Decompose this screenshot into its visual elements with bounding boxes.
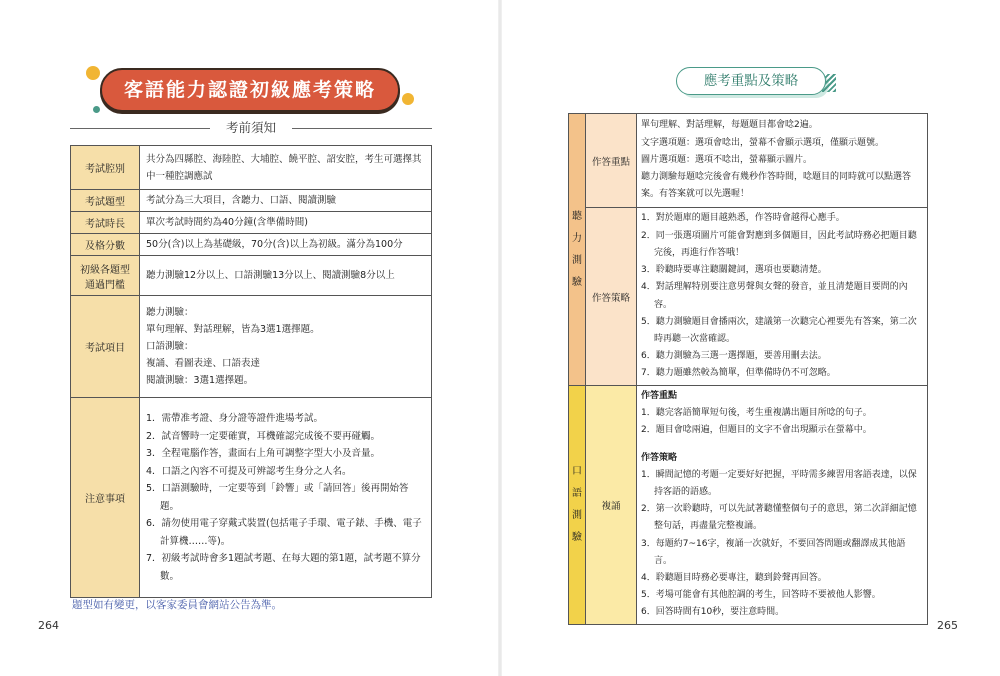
row-label <box>71 256 140 296</box>
section-head: 作答重點 <box>641 391 678 401</box>
row-value <box>637 114 928 208</box>
heading-rule <box>70 128 210 129</box>
list-item: 6．回答時間有10秒，要注意時間。 <box>641 607 785 618</box>
list-item: 5．口語測驗時，一定要等到「鈴響」或「請回答」後再開始答題。 <box>146 483 409 512</box>
list-item: 4．對話理解特別要注意男聲與女聲的發音，並且清楚題目要問的內容。 <box>641 282 908 310</box>
text-line: 單句理解、對話理解，每題題目都會唸2遍。 <box>641 120 818 131</box>
decor-dot-yellow <box>86 66 100 80</box>
table-row <box>569 386 928 625</box>
list-item: 2．同一張選項圖片可能會對應到多個題目，因此考試時務必把題目聽完後，再進行作答哦！ <box>641 230 917 258</box>
row-value <box>140 398 432 598</box>
page-title-banner: 客語能力認證初級應考策略 <box>100 68 400 112</box>
row-value <box>637 208 928 386</box>
row-label: 考試題型 <box>71 190 140 212</box>
exam-info-table <box>70 145 432 598</box>
list-item: 1．對於題庫的題目越熟悉，作答時會越得心應手。 <box>641 213 845 224</box>
items-line: 單句理解、對話理解，皆為3選1選擇題。 <box>146 324 320 335</box>
list-item: 4．聆聽題目時務必要專注，聽到鈴聲再回答。 <box>641 573 827 584</box>
list-item: 6．聽力測驗為三選一選擇題，要善用刪去法。 <box>641 351 827 362</box>
notice-list <box>146 410 425 585</box>
list-item: 2．試音響時一定要確實，耳機確認完成後不要再碰觸。 <box>146 430 381 442</box>
list-item: 5．聽力測驗題目會播兩次，建議第一次聽完心裡要先有答案，第二次時再聽一次當確認。 <box>641 316 917 344</box>
row-value: 共分為四縣腔、海陸腔、大埔腔、饒平腔、詔安腔，考生可選擇其中一種腔調應試 <box>140 146 432 190</box>
footnote: 題型如有變更，以客家委員會網站公告為準。 <box>72 599 282 611</box>
items-line: 口語測驗： <box>146 341 194 352</box>
list-item: 3．每題約7~16字，複誦一次就好，不要回答問題或翻譯成其他語言。 <box>641 538 906 566</box>
text-line: 聽力測驗每題唸完後會有幾秒作答時間，唸題目的同時就可以點選答案。有答案就可以先選喔！ <box>641 172 912 200</box>
sub-label: 作答策略 <box>586 208 637 386</box>
text-line: 圖片選項題：選項不唸出，螢幕顯示圖片。 <box>641 154 813 165</box>
strategy-list <box>641 467 923 622</box>
section-heading <box>70 118 432 138</box>
section-title: 考前須知 <box>225 120 276 135</box>
list-item: 2．題目會唸兩遍，但題目的文字不會出現顯示在螢幕中。 <box>641 425 872 436</box>
table-row <box>71 146 432 190</box>
list-item: 7．初級考試時會多1題試考題、在每大題的第1題，試考題不算分數。 <box>146 553 421 582</box>
strategy-table <box>568 113 928 625</box>
row-label-line: 初級各題型 <box>80 264 130 276</box>
right-page <box>500 0 1000 676</box>
list-item: 4．口語之內容不可提及可辨認考生身分之人名。 <box>146 465 352 477</box>
page-number: 264 <box>38 619 59 632</box>
items-line: 聽力測驗： <box>146 307 194 318</box>
text-line: 文字選項題：選項會唸出，螢幕不會顯示選項，僅顯示題號。 <box>641 137 885 148</box>
items-line: 閱讀測驗：3選1選擇題。 <box>146 375 254 386</box>
row-label: 考試腔別 <box>71 146 140 190</box>
list-item: 3．聆聽時要專注聽關鍵詞，選項也要聽清楚。 <box>641 265 827 276</box>
page-number: 265 <box>937 619 958 632</box>
table-row <box>71 190 432 212</box>
list-item: 1．瞬間記憶的考題一定要好好把握，平時需多練習用客語表達，以保持客語的語感。 <box>641 469 917 498</box>
row-value <box>637 386 928 625</box>
list-item: 1．需帶准考證、身分證等證件進場考試。 <box>146 413 324 424</box>
row-value: 聽力測驗12分以上、口語測驗13分以上、閱讀測驗8分以上 <box>140 256 432 296</box>
table-row <box>71 398 432 598</box>
row-label: 考試時長 <box>71 212 140 234</box>
sub-label: 複誦 <box>586 386 637 625</box>
table-row <box>71 296 432 398</box>
section-head: 作答策略 <box>641 452 678 463</box>
row-label: 注意事項 <box>71 398 140 598</box>
items-line: 複誦、看圖表達、口語表達 <box>146 358 261 369</box>
list-item: 2．第一次聆聽時，可以先試著聽懂整個句子的意思，第二次詳細記憶整句話，再盡量完整複誦。 <box>641 504 917 532</box>
list-item: 6．請勿使用電子穿戴式裝置(包括電子手環、電子錶、手機、電子計算機……等)。 <box>146 518 422 547</box>
list-item: 3．全程電腦作答，畫面右上角可調整字型大小及音量。 <box>146 448 381 459</box>
row-value: 50分(含)以上為基礎級，70分(含)以上為初級。滿分為100分 <box>140 234 432 256</box>
category-oral <box>569 386 586 625</box>
points-list <box>641 405 923 439</box>
heading-rule <box>292 128 432 129</box>
strategy-list <box>641 210 923 382</box>
list-item: 5．考場可能會有其他腔調的考生，回答時不要被他人影響。 <box>641 590 881 601</box>
decor-dot-yellow <box>402 93 414 105</box>
row-value: 單次考試時間約為40分鐘(含準備時間) <box>140 212 432 234</box>
category-label: 口 語 測 驗 <box>572 465 582 543</box>
row-label: 及格分數 <box>71 234 140 256</box>
row-label-line: 通過門檻 <box>85 279 125 291</box>
table-row <box>71 256 432 296</box>
category-label: 聽 力 測 驗 <box>572 210 582 288</box>
list-item: 7．聽力題雖然較為簡單，但準備時仍不可忽略。 <box>641 368 836 379</box>
category-listening <box>569 114 586 386</box>
row-label: 考試項目 <box>71 296 140 398</box>
page-title-pill: 應考重點及策略 <box>676 67 826 95</box>
row-value: 考試分為三大項目，含聽力、口語、閱讀測驗 <box>140 190 432 212</box>
list-item: 1．聽完客語簡單短句後，考生重複講出題目所唸的句子。 <box>641 408 872 419</box>
table-row <box>569 208 928 386</box>
table-row <box>71 234 432 256</box>
table-row <box>71 212 432 234</box>
decor-dot-teal <box>93 106 100 113</box>
sub-label: 作答重點 <box>586 114 637 208</box>
row-value <box>140 296 432 398</box>
table-row <box>569 114 928 208</box>
